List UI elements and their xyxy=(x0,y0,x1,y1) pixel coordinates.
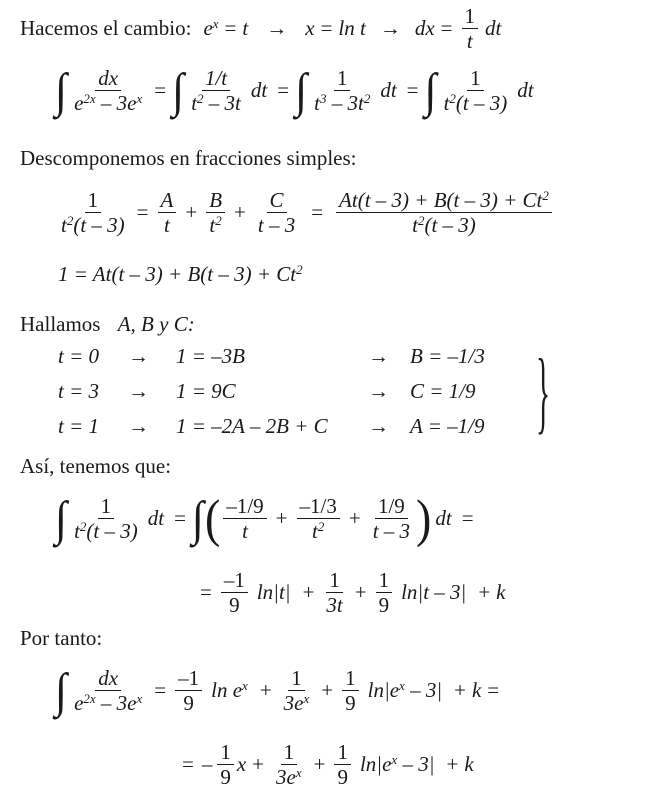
integral-chain: ∫ $\frac{dx}{e^{2x} - 3e^x}$ = ∫ $\frac{1/t}{t^2 - 3t}$ dt = ∫ $\frac{1}{t^3 - 3t^2}$ dt = ∫ $\frac{1}{t^2(t - 3)}$ dt xyxy=(55,63,534,118)
therefore-heading: Por tanto: xyxy=(20,626,103,650)
decomposition-heading: Descomponemos en fracciones simples: xyxy=(20,146,357,170)
coefficient-system: t = 0 → 1 = –3B → B = –1/3 t = 3 → 1 = 9C → C = 1/9 t = 1 → 1 = –2A – 2B + C → A = –1/9 } xyxy=(58,340,551,443)
integral-split: ∫ $\frac{1}{t^2(t - 3)}$ dt = ∫ ( $\frac{-1/9}{t}$ + $\frac{-1/3}{t^2}$ + $\frac{1/9}{t - 3}$ ) dt = xyxy=(55,488,474,548)
right-brace: } xyxy=(536,340,551,443)
change-of-variable: Hacemos el cambio: $e^x$ = t → x = ln t → dx = $\frac{1}{t}$ dt xyxy=(20,4,502,54)
identity-equation: $1 = At(t - 3) + B(t - 3) + Ct^2$ xyxy=(58,262,303,286)
back-substitution: ∫ $\frac{dx}{e^{2x} - 3e^x}$ = $\frac{-1}{9}$ $\ln e^x$ + $\frac{1}{3e^x}$ + $\frac{1}{9}$ $\ln|e^x - 3|$ + k = xyxy=(55,663,500,718)
final-result: = – $\frac{1}{9}$ x + $\frac{1}{3e^x}$ + $\frac{1}{9}$ $\ln|e^x - 3|$ + k xyxy=(182,740,474,790)
find-heading: Hallamos A, B y C: xyxy=(20,312,195,336)
so-we-have-heading: Así, tenemos que: xyxy=(20,454,172,478)
partial-fractions: $\frac{1}{t^2(t - 3)}$ = $\frac{A}{t}$ + $\frac{B}{t^2}$ + $\frac{C}{t - 3}$ = $\frac{At(t - 3) + B(t - 3) + Ct^2}{t^2(t - 3)}$ xyxy=(55,188,555,237)
intro-text: Hacemos el cambio: xyxy=(20,16,192,41)
result-in-t: = $\frac{-1}{9}$ ln|t| + $\frac{1}{3t}$ + $\frac{1}{9}$ ln|t – 3| + k xyxy=(200,568,506,618)
